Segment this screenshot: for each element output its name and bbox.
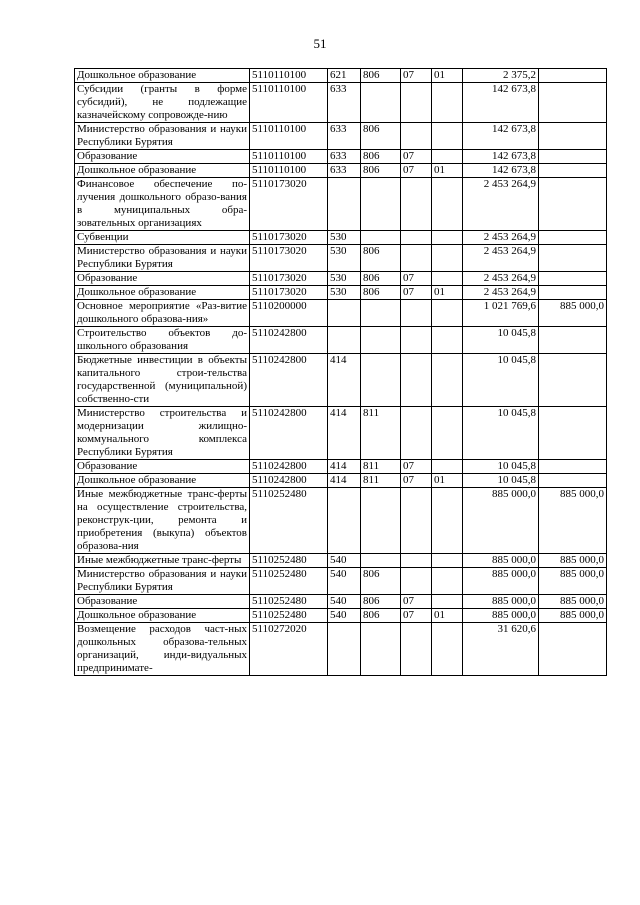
table-row <box>75 407 607 460</box>
cell-amount-federal <box>539 178 607 231</box>
cell-name: Министерство образования и науки Республики Бурятия <box>75 123 250 150</box>
budget-table <box>74 68 607 676</box>
cell-amount-federal: 885 000,0 <box>539 488 607 554</box>
cell-ministry-code: 806 <box>361 609 401 623</box>
cell-subsection <box>432 245 463 272</box>
cell-amount-federal: 885 000,0 <box>539 595 607 609</box>
cell-ministry-code <box>361 231 401 245</box>
cell-section: 07 <box>401 595 432 609</box>
cell-name: Основное мероприятие «Раз-витие дошкольного образова-ния» <box>75 300 250 327</box>
cell-section: 07 <box>401 286 432 300</box>
cell-subsection: 01 <box>432 609 463 623</box>
cell-ministry-code <box>361 354 401 407</box>
cell-name: Министерство строительства и модернизации жилищно-коммунального комплекса Республики Бурятия <box>75 407 250 460</box>
table-row <box>75 231 607 245</box>
cell-section: 07 <box>401 150 432 164</box>
cell-target-code: 5110173020 <box>250 178 328 231</box>
cell-subsection <box>432 407 463 460</box>
table-row <box>75 245 607 272</box>
cell-subsection <box>432 595 463 609</box>
cell-section <box>401 83 432 123</box>
cell-subsection <box>432 327 463 354</box>
cell-section <box>401 354 432 407</box>
cell-subsection <box>432 354 463 407</box>
cell-ministry-code: 806 <box>361 123 401 150</box>
cell-name: Финансовое обеспечение по-лучения дошкольного образо-вания в муниципальных обра-зовательных организациях <box>75 178 250 231</box>
cell-name: Дошкольное образование <box>75 474 250 488</box>
table-row <box>75 69 607 83</box>
table-row <box>75 150 607 164</box>
cell-name: Бюджетные инвестиции в объекты капитального строи-тельства государственной (муниципальной) собственно-сти <box>75 354 250 407</box>
cell-expense-type: 633 <box>328 164 361 178</box>
table-row <box>75 178 607 231</box>
cell-expense-type: 530 <box>328 245 361 272</box>
table-row <box>75 354 607 407</box>
cell-ministry-code <box>361 623 401 676</box>
cell-amount-federal <box>539 83 607 123</box>
cell-section <box>401 245 432 272</box>
table-row <box>75 83 607 123</box>
cell-subsection <box>432 231 463 245</box>
cell-target-code: 5110242800 <box>250 474 328 488</box>
cell-ministry-code: 806 <box>361 595 401 609</box>
cell-ministry-code: 811 <box>361 460 401 474</box>
table-row <box>75 123 607 150</box>
cell-amount: 885 000,0 <box>463 488 539 554</box>
cell-target-code: 5110110100 <box>250 69 328 83</box>
cell-target-code: 5110242800 <box>250 460 328 474</box>
cell-ministry-code: 806 <box>361 69 401 83</box>
table-row <box>75 286 607 300</box>
cell-amount: 885 000,0 <box>463 595 539 609</box>
table-row <box>75 460 607 474</box>
cell-target-code: 5110252480 <box>250 595 328 609</box>
cell-subsection <box>432 83 463 123</box>
cell-target-code: 5110252480 <box>250 609 328 623</box>
cell-amount: 2 453 264,9 <box>463 231 539 245</box>
cell-section <box>401 327 432 354</box>
cell-name: Дошкольное образование <box>75 609 250 623</box>
cell-section <box>401 623 432 676</box>
cell-expense-type <box>328 327 361 354</box>
cell-subsection <box>432 554 463 568</box>
cell-section: 07 <box>401 69 432 83</box>
cell-amount: 10 045,8 <box>463 327 539 354</box>
cell-expense-type: 540 <box>328 568 361 595</box>
cell-section: 07 <box>401 164 432 178</box>
cell-ministry-code: 806 <box>361 150 401 164</box>
table-row <box>75 609 607 623</box>
page-number: 51 <box>313 36 327 51</box>
cell-amount: 2 453 264,9 <box>463 178 539 231</box>
cell-amount-federal <box>539 286 607 300</box>
cell-amount: 10 045,8 <box>463 407 539 460</box>
cell-amount: 885 000,0 <box>463 554 539 568</box>
cell-amount: 1 021 769,6 <box>463 300 539 327</box>
cell-amount: 2 453 264,9 <box>463 286 539 300</box>
cell-amount-federal <box>539 272 607 286</box>
cell-target-code: 5110110100 <box>250 123 328 150</box>
cell-amount-federal <box>539 150 607 164</box>
cell-target-code: 5110252480 <box>250 488 328 554</box>
cell-subsection: 01 <box>432 286 463 300</box>
cell-expense-type: 621 <box>328 69 361 83</box>
table-row <box>75 300 607 327</box>
cell-target-code: 5110272020 <box>250 623 328 676</box>
cell-expense-type: 633 <box>328 83 361 123</box>
cell-expense-type <box>328 300 361 327</box>
cell-name: Образование <box>75 460 250 474</box>
cell-ministry-code: 806 <box>361 272 401 286</box>
cell-amount: 10 045,8 <box>463 474 539 488</box>
cell-ministry-code: 811 <box>361 474 401 488</box>
cell-target-code: 5110252480 <box>250 554 328 568</box>
cell-expense-type: 540 <box>328 609 361 623</box>
cell-amount-federal: 885 000,0 <box>539 300 607 327</box>
cell-ministry-code <box>361 488 401 554</box>
cell-target-code: 5110173020 <box>250 272 328 286</box>
cell-name: Возмещение расходов част-ных дошкольных образова-тельных организаций, инди-видуальных предпринимате- <box>75 623 250 676</box>
cell-amount-federal <box>539 327 607 354</box>
cell-ministry-code: 806 <box>361 568 401 595</box>
cell-section <box>401 568 432 595</box>
cell-amount: 2 453 264,9 <box>463 272 539 286</box>
cell-ministry-code <box>361 300 401 327</box>
table-row <box>75 623 607 676</box>
cell-section <box>401 407 432 460</box>
cell-subsection: 01 <box>432 69 463 83</box>
cell-expense-type <box>328 178 361 231</box>
cell-amount: 142 673,8 <box>463 150 539 164</box>
cell-name: Образование <box>75 595 250 609</box>
table-row <box>75 595 607 609</box>
cell-name: Субвенции <box>75 231 250 245</box>
cell-amount-federal <box>539 354 607 407</box>
cell-name: Дошкольное образование <box>75 286 250 300</box>
table-row <box>75 568 607 595</box>
cell-target-code: 5110242800 <box>250 407 328 460</box>
cell-amount: 31 620,6 <box>463 623 539 676</box>
cell-section <box>401 488 432 554</box>
cell-expense-type: 633 <box>328 123 361 150</box>
cell-name: Строительство объектов до-школьного образования <box>75 327 250 354</box>
cell-amount: 2 453 264,9 <box>463 245 539 272</box>
cell-expense-type: 414 <box>328 460 361 474</box>
cell-ministry-code <box>361 554 401 568</box>
cell-amount: 142 673,8 <box>463 83 539 123</box>
cell-target-code: 5110110100 <box>250 164 328 178</box>
cell-name: Министерство образования и науки Республики Бурятия <box>75 245 250 272</box>
cell-expense-type <box>328 488 361 554</box>
cell-ministry-code: 806 <box>361 164 401 178</box>
cell-expense-type: 414 <box>328 354 361 407</box>
cell-amount: 885 000,0 <box>463 568 539 595</box>
cell-ministry-code <box>361 83 401 123</box>
cell-target-code: 5110173020 <box>250 231 328 245</box>
cell-amount-federal <box>539 69 607 83</box>
cell-target-code: 5110242800 <box>250 327 328 354</box>
cell-name: Дошкольное образование <box>75 164 250 178</box>
cell-amount-federal <box>539 164 607 178</box>
cell-subsection <box>432 488 463 554</box>
cell-ministry-code <box>361 178 401 231</box>
cell-amount-federal <box>539 123 607 150</box>
cell-amount: 10 045,8 <box>463 354 539 407</box>
cell-name: Министерство образования и науки Республики Бурятия <box>75 568 250 595</box>
cell-amount-federal: 885 000,0 <box>539 554 607 568</box>
budget-table-body <box>75 69 607 676</box>
table-row <box>75 554 607 568</box>
cell-amount-federal <box>539 231 607 245</box>
cell-target-code: 5110242800 <box>250 354 328 407</box>
cell-expense-type: 530 <box>328 272 361 286</box>
cell-amount-federal: 885 000,0 <box>539 568 607 595</box>
cell-subsection <box>432 123 463 150</box>
table-row <box>75 474 607 488</box>
cell-target-code: 5110173020 <box>250 245 328 272</box>
cell-section: 07 <box>401 609 432 623</box>
cell-subsection <box>432 568 463 595</box>
cell-subsection <box>432 300 463 327</box>
cell-target-code: 5110110100 <box>250 150 328 164</box>
cell-subsection <box>432 272 463 286</box>
cell-section: 07 <box>401 474 432 488</box>
cell-amount-federal <box>539 407 607 460</box>
cell-amount-federal <box>539 474 607 488</box>
cell-amount: 142 673,8 <box>463 123 539 150</box>
cell-section <box>401 231 432 245</box>
cell-subsection <box>432 150 463 164</box>
cell-ministry-code: 806 <box>361 245 401 272</box>
cell-subsection <box>432 623 463 676</box>
cell-name: Иные межбюджетные транс-ферты <box>75 554 250 568</box>
cell-target-code: 5110200000 <box>250 300 328 327</box>
cell-ministry-code <box>361 327 401 354</box>
cell-expense-type: 414 <box>328 474 361 488</box>
cell-amount-federal <box>539 623 607 676</box>
cell-expense-type: 530 <box>328 231 361 245</box>
table-row <box>75 327 607 354</box>
cell-name: Дошкольное образование <box>75 69 250 83</box>
cell-expense-type: 540 <box>328 595 361 609</box>
cell-subsection: 01 <box>432 474 463 488</box>
cell-section <box>401 178 432 231</box>
cell-ministry-code: 811 <box>361 407 401 460</box>
cell-subsection <box>432 178 463 231</box>
table-row <box>75 164 607 178</box>
cell-name: Образование <box>75 150 250 164</box>
cell-subsection: 01 <box>432 164 463 178</box>
cell-expense-type: 633 <box>328 150 361 164</box>
cell-target-code: 5110173020 <box>250 286 328 300</box>
cell-section <box>401 300 432 327</box>
cell-amount-federal: 885 000,0 <box>539 609 607 623</box>
table-row <box>75 272 607 286</box>
cell-amount: 885 000,0 <box>463 609 539 623</box>
cell-section: 07 <box>401 460 432 474</box>
cell-section <box>401 554 432 568</box>
cell-name: Образование <box>75 272 250 286</box>
cell-name: Иные межбюджетные транс-ферты на осуществление строительства, реконструк-ции, ремонта и приобретения (выкупа) объектов образова-ния <box>75 488 250 554</box>
cell-target-code: 5110252480 <box>250 568 328 595</box>
cell-expense-type <box>328 623 361 676</box>
cell-ministry-code: 806 <box>361 286 401 300</box>
cell-amount-federal <box>539 460 607 474</box>
table-row <box>75 488 607 554</box>
cell-amount-federal <box>539 245 607 272</box>
cell-expense-type: 414 <box>328 407 361 460</box>
cell-name: Субсидии (гранты в форме субсидий), не подлежащие казначейскому сопровожде-нию <box>75 83 250 123</box>
cell-subsection <box>432 460 463 474</box>
cell-amount: 2 375,2 <box>463 69 539 83</box>
cell-amount: 142 673,8 <box>463 164 539 178</box>
cell-target-code: 5110110100 <box>250 83 328 123</box>
cell-expense-type: 540 <box>328 554 361 568</box>
cell-section: 07 <box>401 272 432 286</box>
cell-expense-type: 530 <box>328 286 361 300</box>
cell-section <box>401 123 432 150</box>
cell-amount: 10 045,8 <box>463 460 539 474</box>
